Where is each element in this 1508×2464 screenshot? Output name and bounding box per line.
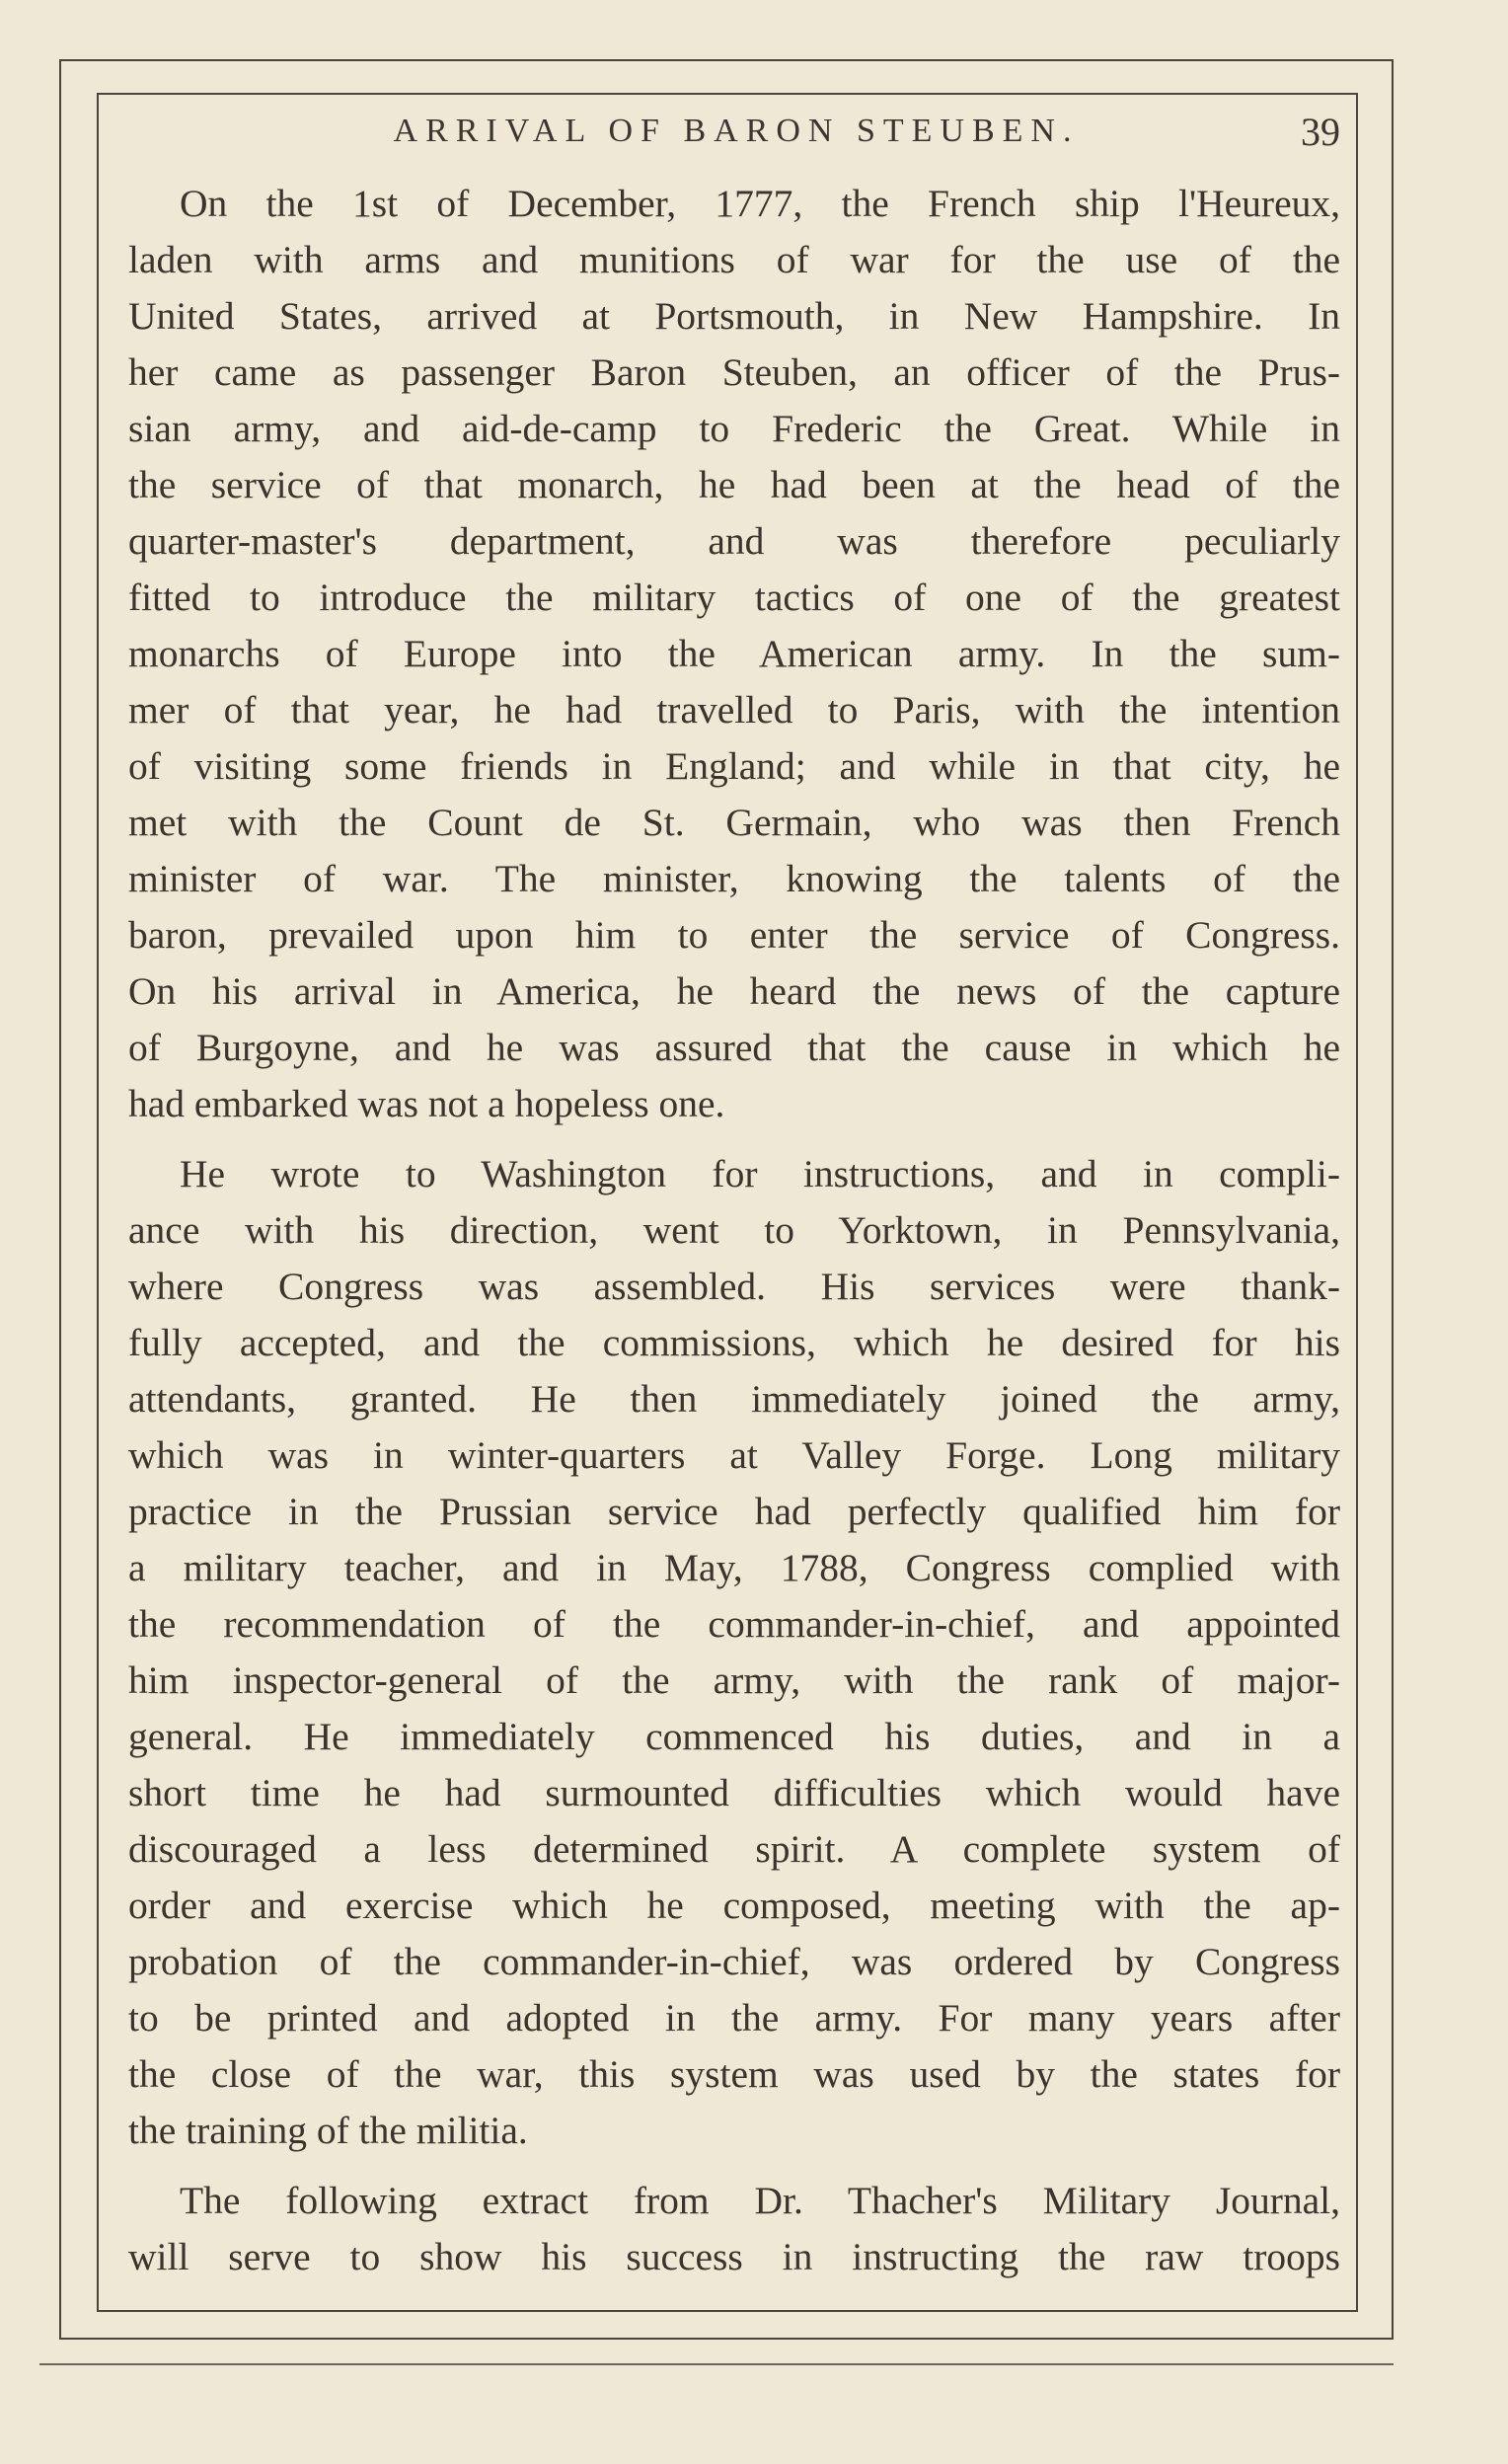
paragraph-2 (128, 1146, 1340, 2159)
text-line: The following extract from Dr. Thacher's Military Journal, (180, 2179, 1340, 2222)
text-line: probation of the commander-in-chief, was ordered by Congress (128, 1940, 1340, 1983)
text-line: a military teacher, and in May, 1788, Congress complied with (128, 1546, 1340, 1589)
text-line: quarter-master's department, and was therefore peculiarly (128, 519, 1340, 563)
text-line: discouraged a less determined spirit. A complete system of (128, 1827, 1340, 1871)
text-line: baron, prevailed upon him to enter the service of Congress. (128, 913, 1340, 957)
page-number: 39 (1301, 110, 1340, 154)
text-line: him inspector-general of the army, with the rank of major- (128, 1658, 1340, 1702)
text-line: attendants, granted. He then immediately joined the army, (128, 1377, 1340, 1421)
text-line: of Burgoyne, and he was assured that the cause in which he (128, 1026, 1340, 1069)
text-line: the close of the war, this system was used by the states for (128, 2052, 1340, 2096)
text-line: minister of war. The minister, knowing the talents of the (128, 857, 1340, 900)
text-line: mer of that year, he had travelled to Paris, with the intention (128, 688, 1340, 732)
bottom-rule (39, 2363, 1394, 2365)
text-line: of visiting some friends in England; and while in that city, he (128, 744, 1340, 788)
paragraph-1 (128, 176, 1340, 1132)
body-text (128, 176, 1340, 2298)
text-line: fitted to introduce the military tactics of one of the greatest (128, 576, 1340, 619)
text-line: the recommendation of the commander-in-chief, and appointed (128, 1602, 1340, 1646)
text-line: where Congress was assembled. His services were thank- (128, 1265, 1340, 1308)
text-line: had embarked was not a hopeless one. (128, 1082, 725, 1125)
text-line: fully accepted, and the commissions, which he desired for his (128, 1321, 1340, 1364)
text-line: On the 1st of December, 1777, the French ship l'Heureux, (180, 182, 1340, 225)
text-line: short time he had surmounted difficulties which would have (128, 1771, 1340, 1814)
text-line: practice in the Prussian service had perfectly qualified him for (128, 1490, 1340, 1533)
text-line: to be printed and adopted in the army. For many years after (128, 1996, 1340, 2040)
text-line: He wrote to Washington for instructions, and in compli- (180, 1152, 1340, 1195)
page-header (128, 107, 1344, 166)
text-line: laden with arms and munitions of war for the use of the (128, 238, 1340, 281)
paragraph-3 (128, 2173, 1340, 2285)
text-line: ance with his direction, went to Yorktown, in Pennsylvania, (128, 1208, 1340, 1252)
text-line: general. He immediately commenced his duties, and in a (128, 1715, 1340, 1758)
text-line: monarchs of Europe into the American army. In the sum- (128, 632, 1340, 675)
text-line: United States, arrived at Portsmouth, in New Hampshire. In (128, 294, 1340, 338)
text-line: On his arrival in America, he heard the news of the capture (128, 969, 1340, 1013)
text-line: sian army, and aid-de-camp to Frederic the Great. While in (128, 407, 1340, 450)
running-head: ARRIVAL OF BARON STEUBEN. (393, 113, 1080, 149)
text-line: the training of the militia. (128, 2109, 528, 2152)
text-line: will serve to show his success in instructing the raw troops (128, 2235, 1340, 2278)
text-line: her came as passenger Baron Steuben, an officer of the Prus- (128, 350, 1340, 394)
text-line: which was in winter-quarters at Valley Forge. Long military (128, 1433, 1340, 1477)
text-line: order and exercise which he composed, meeting with the ap- (128, 1884, 1340, 1927)
text-line: the service of that monarch, he had been at the head of the (128, 463, 1340, 506)
text-line: met with the Count de St. Germain, who was then French (128, 801, 1340, 844)
